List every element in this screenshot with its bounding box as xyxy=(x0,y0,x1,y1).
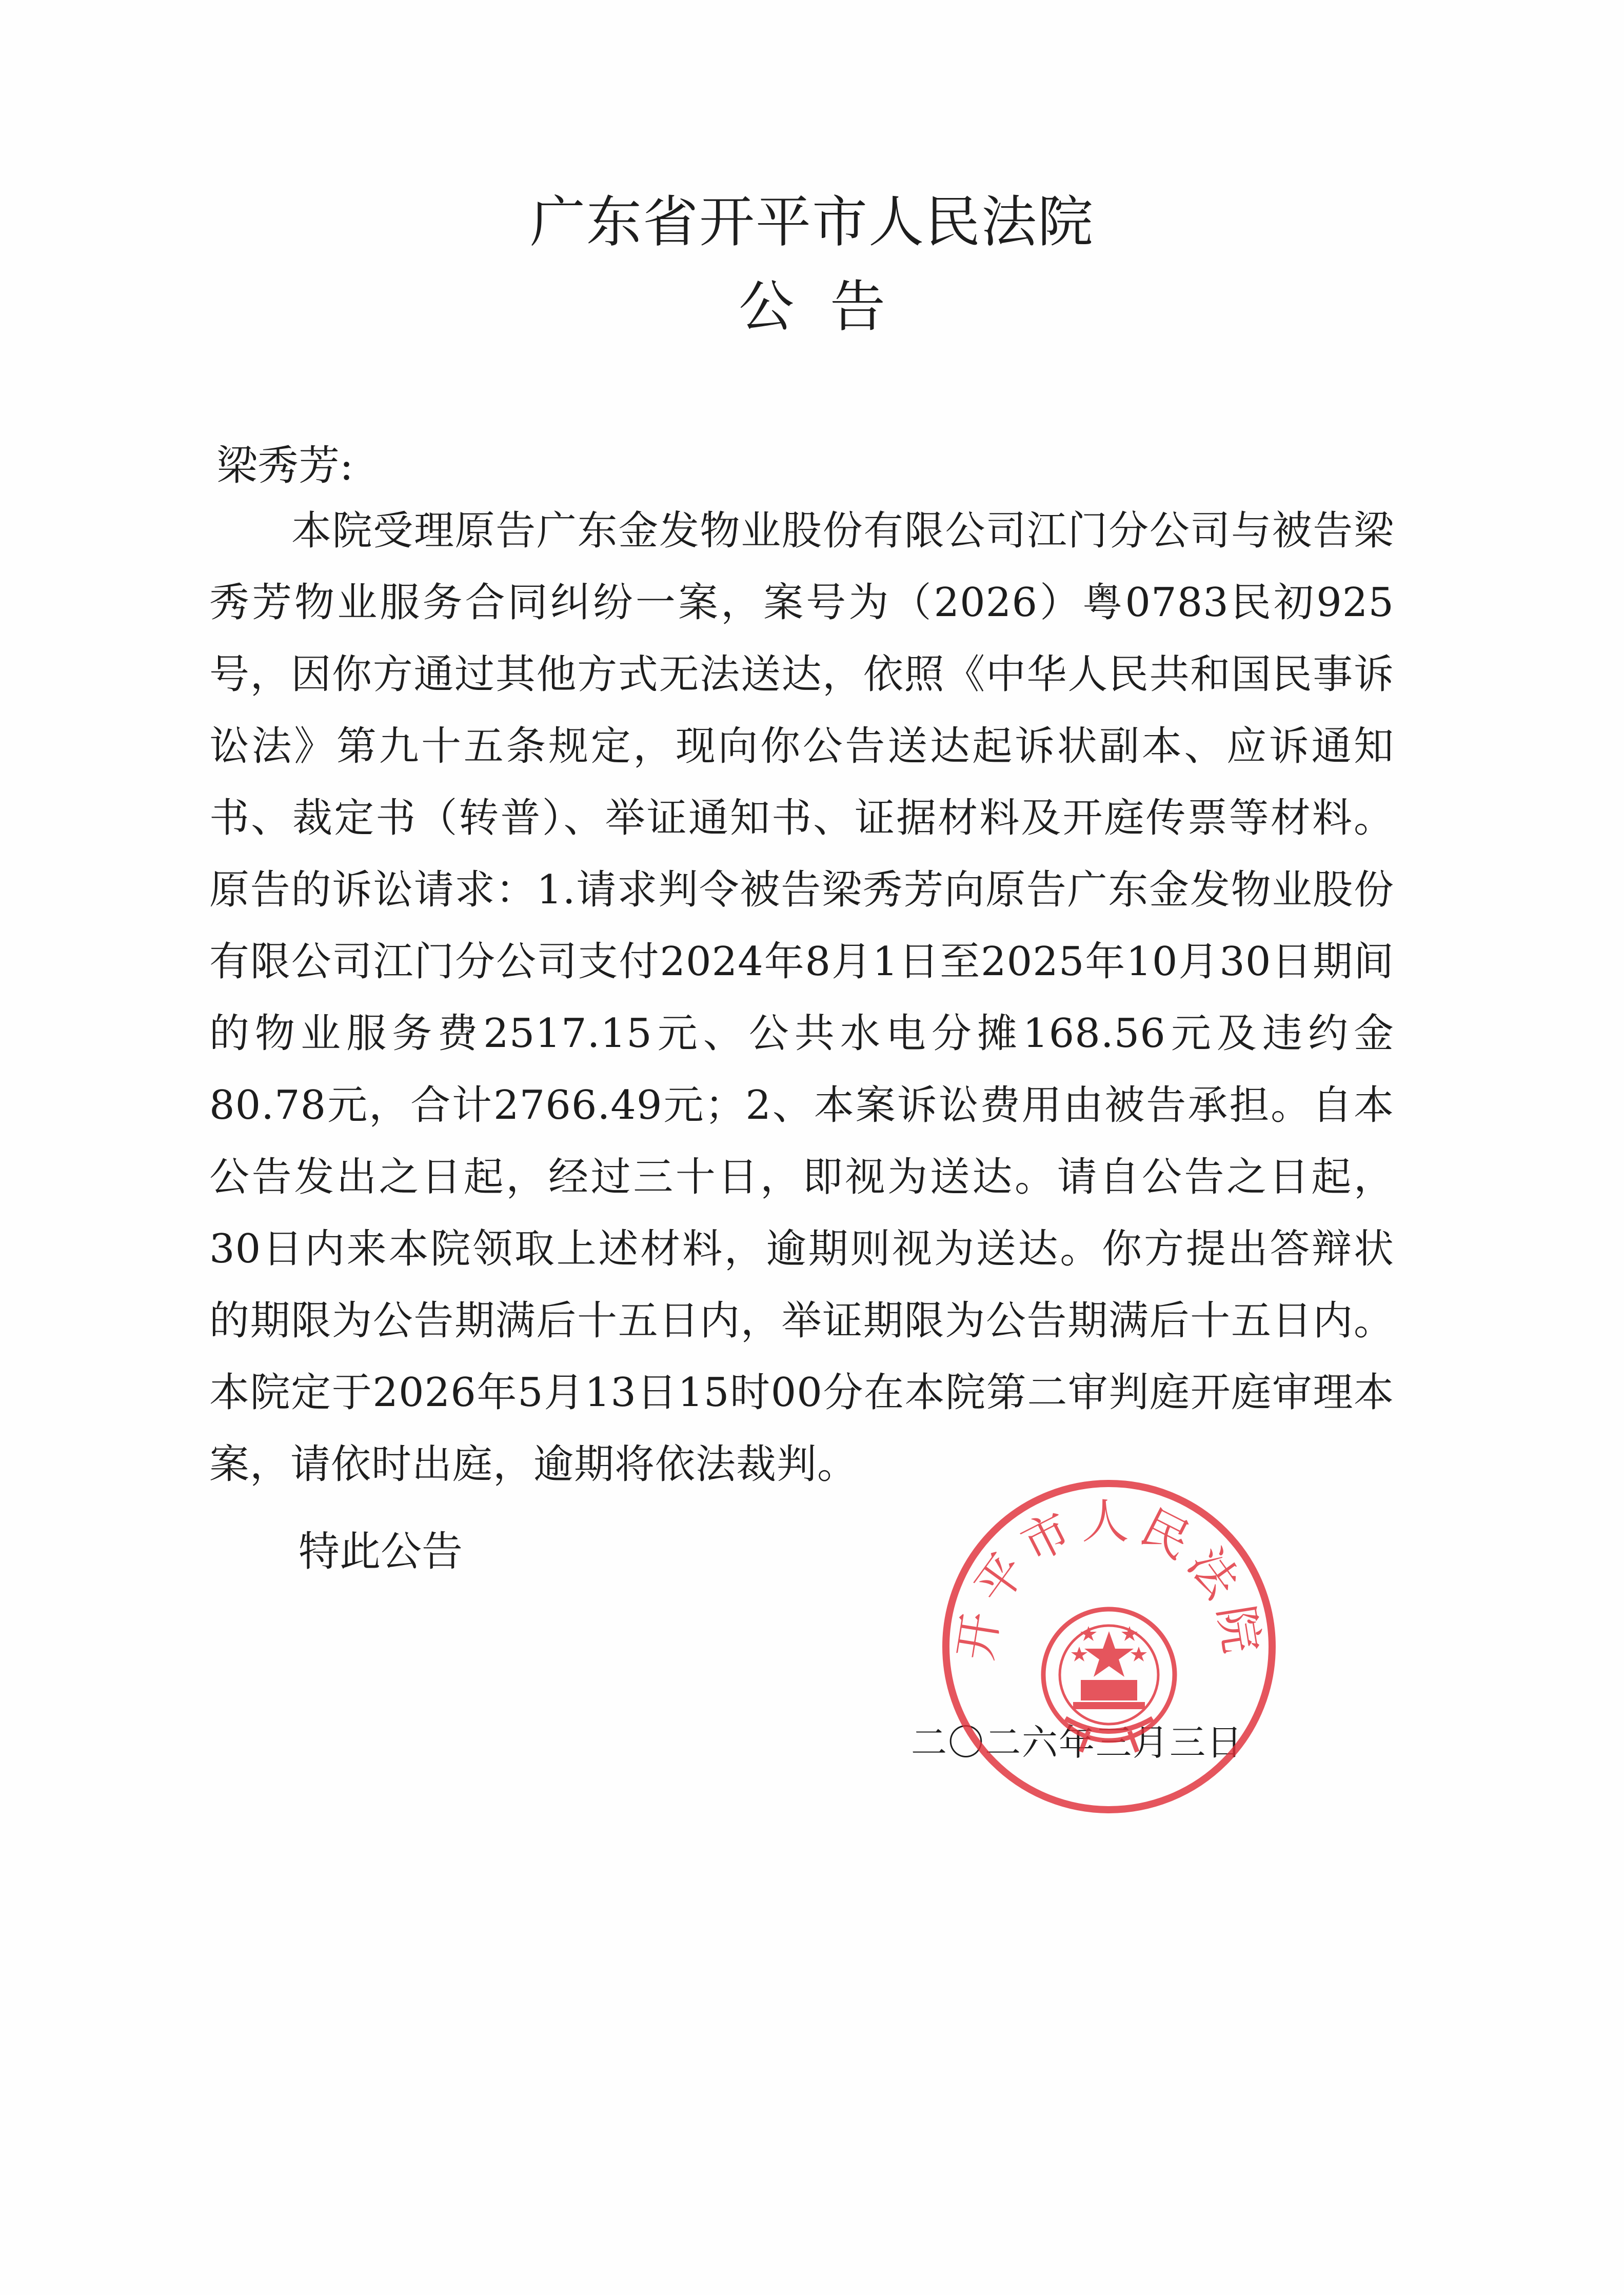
court-seal xyxy=(935,1472,1283,1821)
seal-text: 开平市人民法院 xyxy=(947,1494,1271,1664)
document-type: 公告 xyxy=(738,275,921,339)
notice-body: 本院受理原告广东金发物业股份有限公司江门分公司与被告梁秀芳物业服务合同纠纷一案，案号为（2026）粤0783民初925号，因你方通过其他方式无法送达，依照《中华人民共和国民事诉讼法》第九十五条规定，现向你公告送达起诉状副本、应诉通知书、裁定书（转普）、举证通知书、证据材料及开庭传票等材料。原告的诉讼请求：1.请求判令被告梁秀芳向原告广东金发物业股份有限公司江门分公司支付2024年8月1日至2025年10月30日期间的物业服务费2517.15元、公共水电分摊168.56元及违约金80.78元，合计2766.49元；2、本案诉讼费用由被告承担。自本公告发出之日起，经过三十日，即视为送达。请自公告之日起，30日内来本院领取上述材料，逾期则视为送达。你方提出答辩状的期限为公告期满后十五日内，举证期限为公告期满后十五日内。本院定于2026年5月13日15时00分在本院第二审判庭开庭审理本案，请依时出庭，逾期将依法裁判。 xyxy=(209,508,1395,1488)
national-emblem-icon xyxy=(1043,1609,1175,1752)
court-name: 广东省开平市人民法院 xyxy=(529,190,1094,254)
closing-statement: 特此公告 xyxy=(299,1528,463,1575)
issue-date: 二〇二六年三月三日 xyxy=(911,1722,1243,1764)
recipient-name: 梁秀芳: xyxy=(216,442,353,489)
